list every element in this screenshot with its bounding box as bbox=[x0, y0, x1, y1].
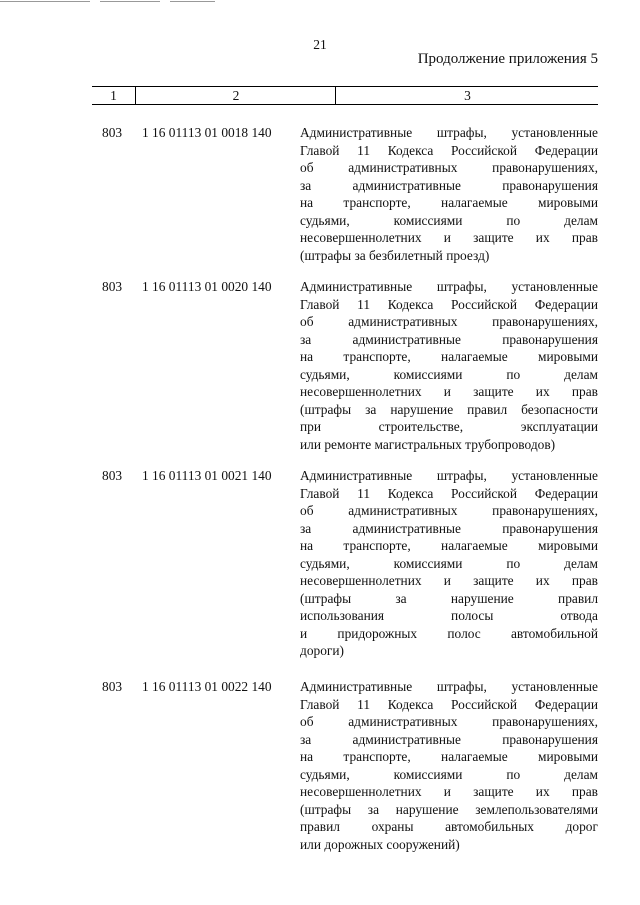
description-line: (штрафы за нарушение правил безопасности bbox=[300, 401, 598, 417]
column-header-3: 3 bbox=[335, 87, 599, 104]
description-line: об административных правонарушениях, bbox=[300, 714, 598, 729]
description-line: Главой 11 Кодекса Российской Федерации bbox=[300, 696, 598, 712]
budget-classification-code: 1 16 01113 01 0020 140 bbox=[142, 279, 272, 294]
continuation-heading: Продолжение приложения 5 bbox=[417, 51, 598, 67]
description-line: за административные правонарушения bbox=[300, 731, 598, 747]
description-line: правил охраны автомобильных дорог bbox=[300, 819, 598, 834]
budget-classification-code: 1 16 01113 01 0021 140 bbox=[142, 468, 272, 483]
description-line: Главой 11 Кодекса Российской Федерации bbox=[300, 296, 598, 312]
column-header-2: 2 bbox=[135, 87, 336, 104]
description-line: (штрафы за безбилетный проезд) bbox=[300, 247, 490, 263]
description-line: Административные штрафы, установленные bbox=[300, 679, 598, 694]
admin-code: 803 bbox=[102, 279, 123, 294]
description-line: об административных правонарушениях, bbox=[300, 160, 598, 175]
description-line: несовершеннолетних и защите их прав bbox=[300, 384, 598, 399]
description-line: об административных правонарушениях, bbox=[300, 314, 598, 329]
description-line: за административные правонарушения bbox=[300, 520, 598, 536]
description-line: дороги) bbox=[300, 643, 345, 658]
fine-description bbox=[300, 467, 598, 660]
description-line: Административные штрафы, установленные bbox=[300, 125, 598, 140]
description-line: судьями, комиссиями по делам bbox=[300, 212, 598, 228]
scan-edge-marks bbox=[0, 1, 220, 5]
table-header bbox=[92, 86, 598, 105]
description-line: и придорожных полос автомобильной bbox=[300, 625, 598, 641]
description-line: (штрафы за нарушение правил bbox=[300, 590, 598, 606]
description-line: на транспорте, налагаемые мировыми bbox=[300, 195, 598, 210]
description-line: за административные правонарушения bbox=[300, 331, 598, 347]
admin-code: 803 bbox=[102, 125, 123, 140]
column-header-1: 1 bbox=[110, 88, 117, 103]
description-line: или дорожных сооружений) bbox=[300, 836, 460, 852]
admin-code: 803 bbox=[102, 468, 123, 483]
description-line: при строительстве, эксплуатации bbox=[300, 419, 598, 434]
description-line: (штрафы за нарушение землепользователями bbox=[300, 801, 598, 817]
admin-code: 803 bbox=[102, 679, 123, 694]
page-number: 21 bbox=[313, 37, 327, 52]
fine-description bbox=[300, 678, 598, 853]
budget-classification-code: 1 16 01113 01 0018 140 bbox=[142, 125, 272, 140]
description-line: Главой 11 Кодекса Российской Федерации bbox=[300, 142, 598, 158]
description-line: на транспорте, налагаемые мировыми bbox=[300, 349, 598, 364]
description-line: на транспорте, налагаемые мировыми bbox=[300, 749, 598, 764]
description-line: несовершеннолетних и защите их прав bbox=[300, 573, 598, 588]
description-line: или ремонте магистральных трубопроводов) bbox=[300, 436, 556, 452]
fine-description bbox=[300, 124, 598, 264]
fine-description bbox=[300, 278, 598, 453]
description-line: судьями, комиссиями по делам bbox=[300, 766, 598, 782]
description-line: несовершеннолетних и защите их прав bbox=[300, 784, 598, 799]
description-line: за административные правонарушения bbox=[300, 177, 598, 193]
description-line: Административные штрафы, установленные bbox=[300, 468, 598, 483]
description-line: на транспорте, налагаемые мировыми bbox=[300, 538, 598, 553]
description-line: об административных правонарушениях, bbox=[300, 503, 598, 518]
budget-classification-code: 1 16 01113 01 0022 140 bbox=[142, 679, 272, 694]
description-line: судьями, комиссиями по делам bbox=[300, 555, 598, 571]
description-line: использования полосы отвода bbox=[300, 608, 598, 623]
description-line: судьями, комиссиями по делам bbox=[300, 366, 598, 382]
description-line: Административные штрафы, установленные bbox=[300, 279, 598, 294]
description-line: несовершеннолетних и защите их прав bbox=[300, 230, 598, 245]
description-line: Главой 11 Кодекса Российской Федерации bbox=[300, 485, 598, 501]
